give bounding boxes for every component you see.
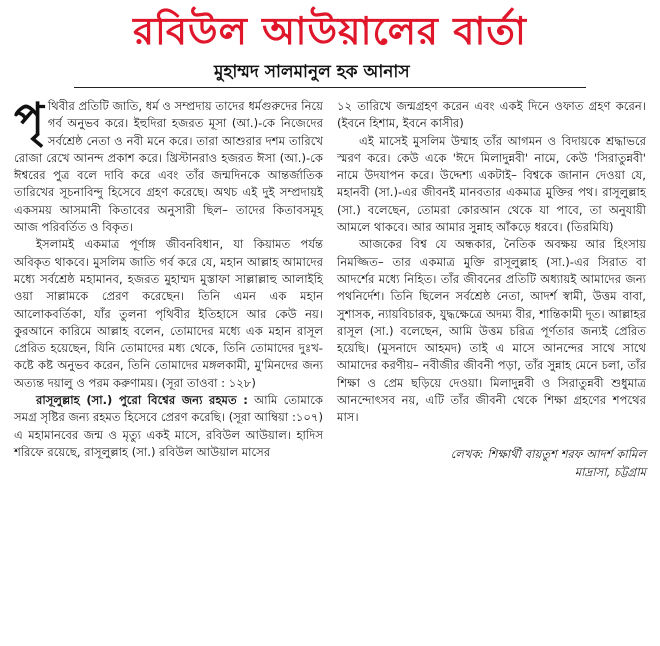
paragraph-text: আমি তোমাকে সমগ্র সৃষ্টির জন্য রহমত হিসেবে প্রেরণ করেছি। (সূরা আম্বিয়া :১০৭) এ মহামানবের জন্ম ও মৃত্যু একই মাসে, রবিউল আউয়াল। হাদিস শরিফে রয়েছে, রাসূলুল্লাহ (সা.) রবিউল আউয়াল মাসের — [14, 393, 323, 459]
paragraph — [14, 94, 323, 236]
paragraph — [14, 392, 323, 461]
paragraph: ইসলামই একমাত্র পূর্ণাঙ্গ জীবনবিধান, যা কিয়ামত পর্যন্ত অবিকৃত থাকবে। মুসলিম জাতি গর্ব করে যে, মহান আল্লাহ আমাদের মধ্যে সর্বশ্রেষ্ঠ মহামানব, হজরত মুহাম্মদ মুস্তাফা সাল্লাল্লাহু আলাইহি ওয়া সাল্লামকে প্রেরণ করেছেন। তিনি এমন এক মহান আলোকবর্তিকা, যাঁর তুলনা পৃথিবীর ইতিহাসে আর কেউ নয়। কুরআনে কারিমে আল্লাহ বলেন, তোমাদের মধ্যে এক মহান রাসূল প্রেরিত হয়েছেন, যিনি তোমাদের মধ্য থেকে, তিনি তোমাদের দুঃখ-কষ্টে কষ্ট অনুভব করেন, তিনি তোমাদের মঙ্গলকামী, মু'মিনদের জন্য অত্যন্ত দয়ালু ও পরম করুণাময়। (সূরা তাওবা : ১২৮) — [14, 237, 323, 390]
byline-line: লেখক: শিক্ষার্থী বায়তুশ শরফ আদর্শ কামিল — [450, 446, 646, 461]
paragraph: আজকের বিশ্ব যে অন্ধকার, নৈতিক অবক্ষয় আর হিংসায় নিমজ্জিত– তার একমাত্র মুক্তি রাসূলুল্লাহ (সা.)-এর সিরাত বা আদর্শের মধ্যে নিহিত। তাঁর জীবনের প্রতিটি অধ্যায়ই আমাদের জন্য পথনির্দেশ। তিনি ছিলেন সর্বশ্রেষ্ঠ নেতা, আদর্শ স্বামী, উত্তম বাবা, সুশাসক, ন্যায়বিচারক, যুদ্ধক্ষেত্রে অদম্য বীর, শান্তিকামী দূত। আল্লাহর রাসূল (সা.) বলেছেন, আমি উত্তম চরিত্র পূর্ণতার জন্যই প্রেরিত হয়েছি। (মুসনাদে আহমদ) তাই এ মাসে আনন্দের সাথে সাথে আমাদের করণীয়– নবীজীর জীবনী পড়া, তাঁর সুন্নাহ মেনে চলা, তাঁর শিক্ষা ও প্রেম ছড়িয়ে দেওয়া। মিলাদুন্নবী ও সিরাতুন্নবী শুধুমাত্র আনন্দোৎসব নয়, এটি তাঁর জীবনী থেকে শিক্ষা গ্রহণের শপথের মাস। — [337, 237, 646, 425]
divider — [74, 87, 586, 88]
right-column — [337, 98, 646, 481]
byline-line: মাদ্রাসা, চট্টগ্রাম — [574, 464, 646, 479]
article-headline: রবিউল আউয়ালের বার্তা — [133, 9, 527, 53]
left-column — [14, 94, 323, 481]
paragraph: এই মাসেই মুসলিম উম্মাহ তাঁর আগমন ও বিদায়কে শ্রদ্ধাভরে স্মরণ করে। কেউ একে 'ঈদে মিলাদুন্নবী' নামে, কেউ 'সিরাতুন্নবী' নামে উদযাপন করে। উদ্দেশ্য একটাই– বিশ্বকে জানান দেওয়া যে, মহানবী (সা.)-এর জীবনই মানবতার একমাত্র মুক্তির পথ। রাসূলুল্লাহ (সা.) বলেছেন, তোমরা কোরআন থেকে যা পাবে, তা অনুযায়ী আমলে থাকবে। আর আমার সুন্নাহ আঁকড়ে ধরবে। (তিরমিযি) — [337, 133, 646, 235]
drop-cap: পৃ — [14, 94, 44, 145]
author-row — [14, 56, 646, 90]
section-heading: রাসূলুল্লাহ (সা.) পুরো বিশ্বের জন্য রহমত : — [36, 393, 248, 408]
author-name: মুহাম্মদ সালমানুল হক আনাস — [214, 62, 410, 82]
paragraph: ১২ তারিখে জন্মগ্রহণ করেন এবং একই দিনে ওফাত গ্রহণ করেন। (ইবনে হিশাম, ইবনে কাসীর) — [337, 99, 646, 131]
article-body — [14, 94, 646, 481]
paragraph-text: থিবীর প্রতিটি জাতি, ধর্ম ও সম্প্রদায় তাদের ধর্মগুরুদের নিয়ে গর্ব অনুভব করে। ইহুদিরা হজরত মূসা (আ.)-কে নিজেদের সর্বশ্রেষ্ঠ নেতা ও নবী মনে করে। তারা আশুরার দশম তারিখে রোজা রেখে আনন্দ প্রকাশ করে। খ্রিস্টানরাও হজরত ঈসা (আ.)-কে ঈশ্বরের পুত্র বলে দাবি করে এবং তাঁর জন্মদিনকে আন্তর্জাতিক তারিখের সূচনাবিন্দু হিসেবে গ্রহণ করেছে। অথচ এই দুই সম্প্রদায়ই একসময় আসমানী কিতাবের অনুসারী ছিল– তাদের কিতাবসমূহ আজ পরিবর্তিত ও বিকৃত। — [14, 99, 323, 235]
article-page — [0, 6, 660, 646]
author-byline — [337, 445, 646, 481]
